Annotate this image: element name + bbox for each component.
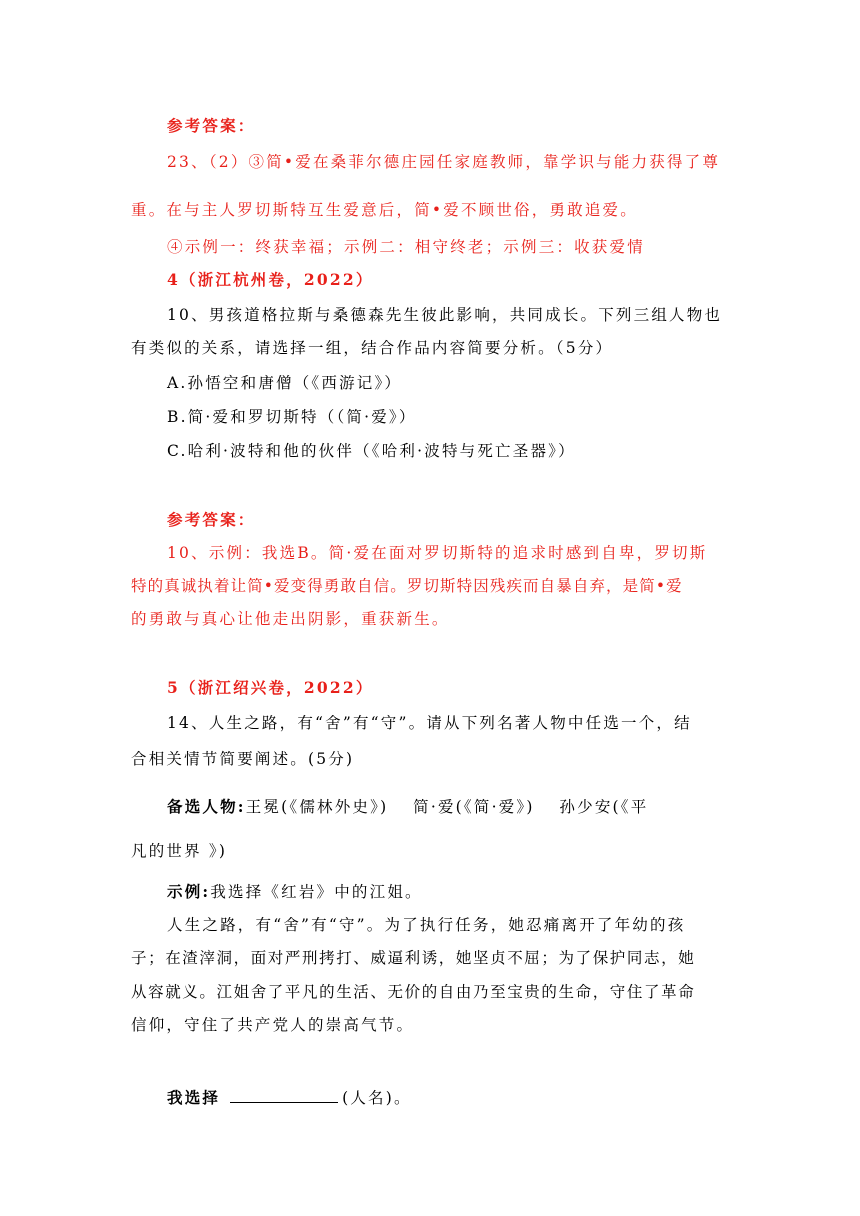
option-b: B.简·爱和罗切斯特（（简·爱》） (167, 408, 417, 426)
answer-heading-1: 参考答案： (167, 116, 256, 135)
answer-heading-2: 参考答案： (167, 510, 256, 529)
example-line (167, 880, 729, 902)
candidate-list: 王冕(《儒林外史》) 简·爱(《简·爱》) 孙少安(《平 (245, 798, 649, 816)
question-14-line-1: 14、人生之路，有“舍”有“守”。请从下列名著人物中任选一个，结 (167, 714, 692, 732)
example-label: 示例: (167, 882, 211, 901)
choose-suffix: (人名)。 (342, 1089, 412, 1107)
example-text: 我选择《红岩》中的江姐。 (210, 883, 423, 901)
example-paragraph-line-1: 人生之路，有“舍”有“守”。为了执行任务，她忍痛离开了年幼的孩 (167, 916, 686, 934)
question-10-line-2: 有类似的关系，请选择一组，结合作品内容简要分析。（5分） (131, 339, 614, 357)
candidate-label: 备选人物: (167, 797, 246, 816)
example-paragraph-line-4: 信仰，守住了共产党人的崇高气节。 (131, 1016, 415, 1034)
answer-10-line-3: 的勇敢与真心让他走出阴影，重获新生。 (131, 610, 450, 628)
answer-23-line-3: ④示例一：终获幸福；示例二：相守终老；示例三：收获爱情 (167, 238, 645, 256)
option-c: C.哈利·波特和他的伙伴（《哈利·波特与死亡圣器》） (167, 442, 576, 460)
question-10-line-1: 10、男孩道格拉斯与桑德森先生彼此影响，共同成长。下列三组人物也 (167, 306, 723, 324)
example-paragraph-line-2: 子；在渣滓洞，面对严刑拷打、威逼利诱，她坚贞不屈；为了保护同志，她 (131, 949, 696, 967)
choose-label: 我选择 (167, 1088, 221, 1107)
candidate-characters-line-1 (167, 795, 729, 817)
answer-23-line-2: 重。在与主人罗切斯特互生爱意后，简•爱不顾世俗，勇敢追爱。 (131, 201, 638, 219)
question-14-line-2: 合相关情节简要阐述。(5分) (131, 750, 355, 768)
answer-10-line-1: 10、示例：我选B。简·爱在面对罗切斯特的追求时感到自卑，罗切斯 (167, 544, 708, 562)
option-a: A.孙悟空和唐僧（《西游记》） (167, 374, 403, 392)
example-paragraph-line-3: 从容就义。江姐舍了平凡的生活、无价的自由乃至宝贵的生命，守住了革命 (131, 983, 696, 1001)
answer-23-line-1: 23、（2）③简•爱在桑菲尔德庄园任家庭教师，靠学识与能力获得了尊 (167, 153, 721, 171)
name-blank[interactable] (230, 1088, 338, 1103)
section-title-shaoxing: 5（浙江绍兴卷，2022） (167, 678, 374, 697)
candidate-characters-line-2: 凡的世界 》) (131, 842, 228, 860)
section-title-hangzhou: 4（浙江杭州卷，2022） (167, 270, 374, 289)
answer-10-line-2: 特的真诚执着让简•爱变得勇敢自信。罗切斯特因残疾而自暴自弃，是简•爱 (131, 577, 683, 595)
answer-prompt-line (167, 1086, 729, 1108)
